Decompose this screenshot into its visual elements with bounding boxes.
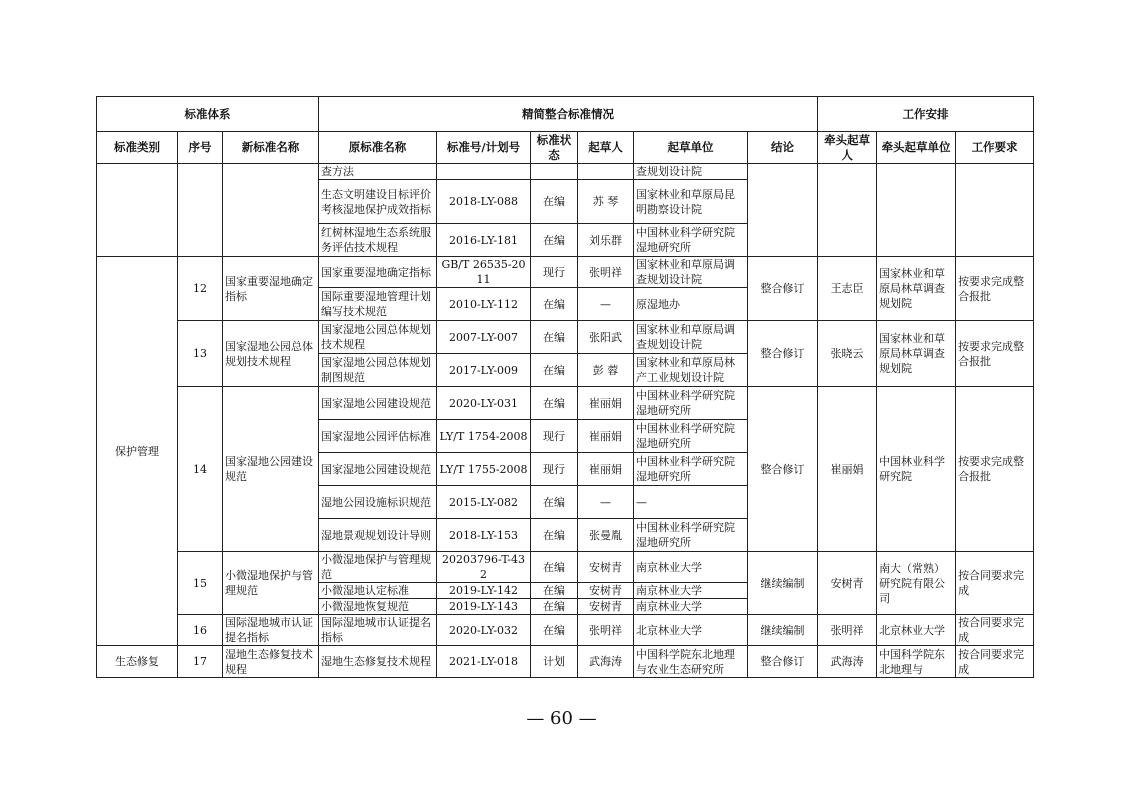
unit-cell: 国家林业和草原局调查规划设计院 — [634, 321, 748, 354]
col-header-seq: 序号 — [178, 132, 223, 164]
drafter-cell: 张阳武 — [578, 321, 634, 354]
status-cell: 现行 — [531, 420, 578, 453]
status-cell: 计划 — [531, 646, 578, 678]
status-cell: 在编 — [531, 224, 578, 257]
conclusion-cell: 整合修订 — [748, 646, 818, 678]
drafter-cell — [578, 164, 634, 180]
drafter-cell: 张曼胤 — [578, 519, 634, 552]
table-row — [97, 646, 1034, 678]
orig-name-cell: 国家重要湿地确定指标 — [319, 257, 437, 288]
orig-name-cell: 红树林湿地生态系统服务评估技术规程 — [319, 224, 437, 257]
lead-unit-cell: 北京林业大学 — [877, 615, 956, 646]
col-header-lead-drafter: 牵头起草人 — [818, 132, 877, 164]
col-header-lead-unit: 牵头起草单位 — [877, 132, 956, 164]
table-row — [97, 164, 1034, 180]
seq-cell: 17 — [178, 646, 223, 678]
new-name-cell — [223, 164, 319, 257]
col-header-new-name: 新标准名称 — [223, 132, 319, 164]
code-cell: GB/T 26535-2011 — [437, 257, 531, 288]
new-name-cell: 国家湿地公园总体规划技术规程 — [223, 321, 319, 387]
drafter-cell: 武海涛 — [578, 646, 634, 678]
code-cell: 2019-LY-142 — [437, 583, 531, 599]
code-cell: 2010-LY-112 — [437, 288, 531, 321]
status-cell: 在编 — [531, 354, 578, 387]
requirement-cell: 按合同要求完成 — [956, 615, 1034, 646]
unit-cell: 中国林业科学研究院湿地研究所 — [634, 420, 748, 453]
code-cell: 2016-LY-181 — [437, 224, 531, 257]
unit-cell: 中国林业科学研究院湿地研究所 — [634, 453, 748, 486]
code-cell: 2018-LY-088 — [437, 180, 531, 224]
requirement-cell: 按要求完成整合报批 — [956, 387, 1034, 552]
unit-cell: 原湿地办 — [634, 288, 748, 321]
col-header-category: 标准类别 — [97, 132, 178, 164]
status-cell — [531, 164, 578, 180]
status-cell: 现行 — [531, 453, 578, 486]
status-cell: 在编 — [531, 321, 578, 354]
status-cell: 在编 — [531, 552, 578, 583]
code-cell: 2020-LY-031 — [437, 387, 531, 420]
col-header-orig-name: 原标准名称 — [319, 132, 437, 164]
orig-name-cell: 湿地公园设施标识规范 — [319, 486, 437, 519]
lead-drafter-cell: 张晓云 — [818, 321, 877, 387]
lead-unit-cell: 中国林业科学研究院 — [877, 387, 956, 552]
code-cell: LY/T 1755-2008 — [437, 453, 531, 486]
table-body — [97, 164, 1034, 678]
code-cell: 2019-LY-143 — [437, 599, 531, 615]
orig-name-cell: 国家湿地公园建设规范 — [319, 453, 437, 486]
requirement-cell: 按要求完成整合报批 — [956, 257, 1034, 321]
drafter-cell: 崔丽娟 — [578, 387, 634, 420]
orig-name-cell: 生态文明建设目标评价考核湿地保护成效指标 — [319, 180, 437, 224]
code-cell: LY/T 1754-2008 — [437, 420, 531, 453]
col-header-drafter: 起草人 — [578, 132, 634, 164]
requirement-cell: 按要求完成整合报批 — [956, 321, 1034, 387]
code-cell: 2015-LY-082 — [437, 486, 531, 519]
lead-unit-cell: 中国科学院东北地理与 — [877, 646, 956, 678]
conclusion-cell — [748, 164, 818, 257]
unit-cell: 国家林业和草原局调查规划设计院 — [634, 257, 748, 288]
code-cell: 2007-LY-007 — [437, 321, 531, 354]
column-header-row — [97, 132, 1034, 164]
table-row — [97, 387, 1034, 420]
orig-name-cell: 国家湿地公园总体规划制图规范 — [319, 354, 437, 387]
drafter-cell: 安树青 — [578, 599, 634, 615]
unit-cell: 国家林业和草原局昆明勘察设计院 — [634, 180, 748, 224]
unit-cell: — — [634, 486, 748, 519]
table-row — [97, 257, 1034, 288]
seq-cell: 15 — [178, 552, 223, 615]
status-cell: 在编 — [531, 180, 578, 224]
lead-drafter-cell: 张明祥 — [818, 615, 877, 646]
seq-cell: 16 — [178, 615, 223, 646]
orig-name-cell: 国家湿地公园总体规划技术规程 — [319, 321, 437, 354]
unit-cell: 南京林业大学 — [634, 599, 748, 615]
unit-cell: 中国林业科学研究院湿地研究所 — [634, 224, 748, 257]
new-name-cell: 国家重要湿地确定指标 — [223, 257, 319, 321]
drafter-cell: — — [578, 486, 634, 519]
status-cell: 在编 — [531, 288, 578, 321]
requirement-cell — [956, 164, 1034, 257]
conclusion-cell: 继续编制 — [748, 615, 818, 646]
conclusion-cell: 整合修订 — [748, 321, 818, 387]
drafter-cell: 安树青 — [578, 583, 634, 599]
drafter-cell: 安树青 — [578, 552, 634, 583]
drafter-cell: 苏 琴 — [578, 180, 634, 224]
unit-cell: 南京林业大学 — [634, 583, 748, 599]
requirement-cell: 按合同要求完成 — [956, 552, 1034, 615]
group-header-consolidation: 精简整合标准情况 — [319, 97, 818, 132]
category-cell: 保护管理 — [97, 257, 178, 646]
status-cell: 在编 — [531, 583, 578, 599]
code-cell — [437, 164, 531, 180]
unit-cell: 中国林业科学研究院湿地研究所 — [634, 387, 748, 420]
conclusion-cell: 整合修订 — [748, 257, 818, 321]
unit-cell: 查规划设计院 — [634, 164, 748, 180]
unit-cell: 中国林业科学研究院湿地研究所 — [634, 519, 748, 552]
new-name-cell: 湿地生态修复技术规程 — [223, 646, 319, 678]
requirement-cell: 按合同要求完成 — [956, 646, 1034, 678]
seq-cell: 13 — [178, 321, 223, 387]
seq-cell — [178, 164, 223, 257]
status-cell: 在编 — [531, 599, 578, 615]
code-cell: 2018-LY-153 — [437, 519, 531, 552]
orig-name-cell: 国际重要湿地管理计划编写技术规范 — [319, 288, 437, 321]
category-cell — [97, 164, 178, 257]
status-cell: 在编 — [531, 486, 578, 519]
status-cell: 现行 — [531, 257, 578, 288]
status-cell: 在编 — [531, 615, 578, 646]
col-header-requirement: 工作要求 — [956, 132, 1034, 164]
conclusion-cell: 继续编制 — [748, 552, 818, 615]
group-header-work-plan: 工作安排 — [818, 97, 1034, 132]
lead-unit-cell: 国家林业和草原局林草调查规划院 — [877, 321, 956, 387]
col-header-unit: 起草单位 — [634, 132, 748, 164]
group-header-standard-system: 标准体系 — [97, 97, 319, 132]
drafter-cell: 彭 蓉 — [578, 354, 634, 387]
conclusion-cell: 整合修订 — [748, 387, 818, 552]
new-name-cell: 国家湿地公园建设规范 — [223, 387, 319, 552]
drafter-cell: — — [578, 288, 634, 321]
drafter-cell: 刘乐群 — [578, 224, 634, 257]
new-name-cell: 小微湿地保护与管理规范 — [223, 552, 319, 615]
unit-cell: 国家林业和草原局林产工业规划设计院 — [634, 354, 748, 387]
drafter-cell: 崔丽娟 — [578, 453, 634, 486]
code-cell: 20203796-T-432 — [437, 552, 531, 583]
status-cell: 在编 — [531, 519, 578, 552]
drafter-cell: 张明祥 — [578, 615, 634, 646]
status-cell: 在编 — [531, 387, 578, 420]
page-number: — 60 — — [526, 708, 597, 729]
orig-name-cell: 湿地生态修复技术规程 — [319, 646, 437, 678]
lead-drafter-cell: 王志臣 — [818, 257, 877, 321]
drafter-cell: 张明祥 — [578, 257, 634, 288]
unit-cell: 南京林业大学 — [634, 552, 748, 583]
drafter-cell: 崔丽娟 — [578, 420, 634, 453]
category-cell: 生态修复 — [97, 646, 178, 678]
code-cell: 2020-LY-032 — [437, 615, 531, 646]
orig-name-cell: 小微湿地保护与管理规范 — [319, 552, 437, 583]
orig-name-cell: 国家湿地公园建设规范 — [319, 387, 437, 420]
lead-drafter-cell: 安树青 — [818, 552, 877, 615]
col-header-code: 标准号/计划号 — [437, 132, 531, 164]
code-cell: 2021-LY-018 — [437, 646, 531, 678]
unit-cell: 中国科学院东北地理与农业生态研究所 — [634, 646, 748, 678]
orig-name-cell: 国际湿地城市认证提名指标 — [319, 615, 437, 646]
standards-table — [96, 96, 1034, 678]
col-header-status: 标准状态 — [531, 132, 578, 164]
lead-drafter-cell: 武海涛 — [818, 646, 877, 678]
unit-cell: 北京林业大学 — [634, 615, 748, 646]
lead-unit-cell: 南大（常熟）研究院有限公司 — [877, 552, 956, 615]
orig-name-cell: 小微湿地恢复规范 — [319, 599, 437, 615]
table-row — [97, 552, 1034, 583]
lead-drafter-cell — [818, 164, 877, 257]
table-row — [97, 321, 1034, 354]
table-row — [97, 615, 1034, 646]
orig-name-cell: 湿地景观规划设计导则 — [319, 519, 437, 552]
code-cell: 2017-LY-009 — [437, 354, 531, 387]
col-header-conclusion: 结论 — [748, 132, 818, 164]
seq-cell: 12 — [178, 257, 223, 321]
orig-name-cell: 查方法 — [319, 164, 437, 180]
lead-unit-cell: 国家林业和草原局林草调查规划院 — [877, 257, 956, 321]
lead-drafter-cell: 崔丽娟 — [818, 387, 877, 552]
seq-cell: 14 — [178, 387, 223, 552]
new-name-cell: 国际湿地城市认证提名指标 — [223, 615, 319, 646]
group-header-row — [97, 97, 1034, 132]
orig-name-cell: 国家湿地公园评估标准 — [319, 420, 437, 453]
lead-unit-cell — [877, 164, 956, 257]
orig-name-cell: 小微湿地认定标准 — [319, 583, 437, 599]
